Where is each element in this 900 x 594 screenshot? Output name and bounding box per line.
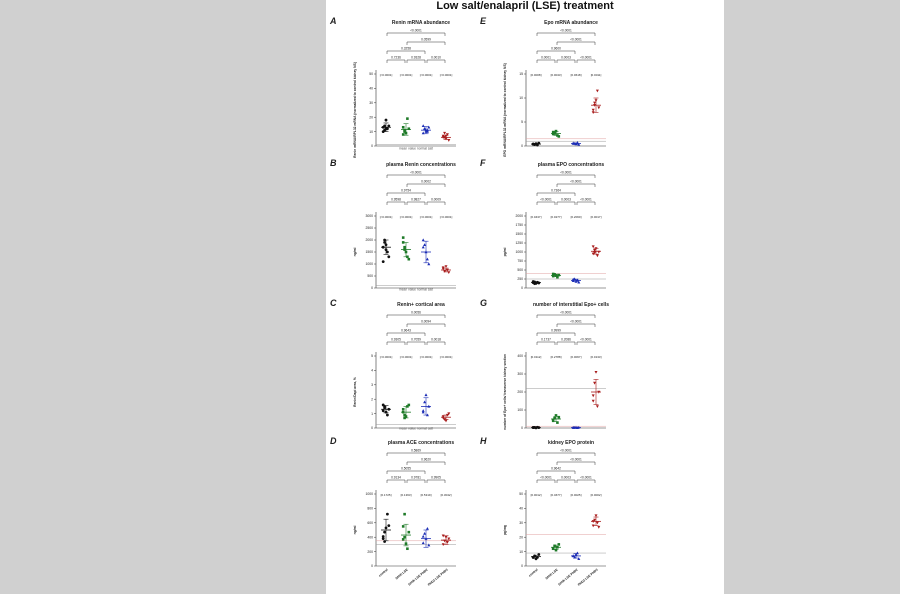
significance-bracket xyxy=(557,480,575,483)
bracket-pvalue: 0.9905 xyxy=(431,475,441,480)
data-point xyxy=(593,102,596,105)
data-point xyxy=(408,404,411,407)
group-pvalue: [0.0437] xyxy=(530,215,542,219)
bracket-pvalue: <0.0001 xyxy=(570,37,582,42)
group-pvalue: [0.0011] xyxy=(590,73,602,77)
y-tick-label: 500 xyxy=(367,274,373,279)
data-point xyxy=(423,532,426,535)
data-point xyxy=(426,527,429,530)
group-pvalue: [<0.0001] xyxy=(439,73,453,77)
data-point xyxy=(577,557,580,560)
significance-bracket xyxy=(387,453,445,456)
bracket-pvalue: <0.0001 xyxy=(540,475,552,480)
group-pvalue: [0.0618] xyxy=(570,73,582,77)
bracket-pvalue: 0.9134 xyxy=(391,475,401,480)
y-tick-label: 100 xyxy=(517,408,523,413)
bracket-pvalue: 0.7364 xyxy=(551,188,561,193)
y-tick-label: 2000 xyxy=(365,238,373,243)
significance-bracket xyxy=(407,462,445,465)
significance-bracket xyxy=(537,480,555,483)
group-pvalue: [<0.0001] xyxy=(399,215,413,219)
data-point xyxy=(592,394,595,397)
bracket-pvalue: 0.9305 xyxy=(391,337,401,342)
data-point xyxy=(403,130,406,133)
group-pvalue: [0.5319] xyxy=(420,493,432,497)
y-tick-label: 750 xyxy=(517,259,523,264)
significance-bracket xyxy=(557,462,595,465)
data-point xyxy=(422,535,425,538)
bracket-pvalue: 0.3258 xyxy=(401,46,411,51)
data-point xyxy=(386,414,389,417)
y-tick-label: 1000 xyxy=(515,250,523,255)
data-point xyxy=(383,241,386,244)
significance-bracket xyxy=(557,342,575,345)
panel-letter: G xyxy=(480,298,488,308)
data-point xyxy=(595,371,598,374)
y-tick-label: 0 xyxy=(371,426,373,431)
group-pvalue: [<0.0001] xyxy=(419,73,433,77)
y-tick-label: 10 xyxy=(369,129,373,134)
data-point xyxy=(446,541,449,544)
reference-line-label: mean value normal salt xyxy=(398,426,434,431)
significance-bracket xyxy=(557,324,595,327)
significance-bracket xyxy=(577,342,595,345)
group-pvalue: [<0.0001] xyxy=(379,355,393,359)
significance-bracket xyxy=(577,480,595,483)
chart-e xyxy=(480,16,606,157)
significance-bracket xyxy=(557,60,575,63)
figure-title: Low salt/enalapril (LSE) treatment xyxy=(436,0,614,12)
data-point xyxy=(382,409,385,412)
bracket-pvalue: <0.0001 xyxy=(560,28,572,33)
y-tick-label: 500 xyxy=(517,268,523,273)
y-tick-label: 1750 xyxy=(515,223,523,228)
data-point xyxy=(383,406,386,409)
significance-bracket xyxy=(387,471,425,474)
significance-bracket xyxy=(537,453,595,456)
significance-bracket xyxy=(387,60,405,63)
y-tick-label: 200 xyxy=(517,390,523,395)
group-pvalue: [0.0277] xyxy=(550,215,562,219)
y-axis-label: pg/mg xyxy=(503,525,507,535)
bracket-pvalue: 0.0003 xyxy=(561,55,571,60)
bracket-pvalue: 0.9600 xyxy=(551,46,561,51)
chart-c xyxy=(330,298,456,430)
data-point xyxy=(422,238,425,241)
data-point xyxy=(402,236,405,239)
y-tick-label: 3 xyxy=(371,383,373,387)
bracket-pvalue: <0.0001 xyxy=(580,337,592,342)
significance-bracket xyxy=(537,193,575,196)
data-point xyxy=(427,544,430,547)
y-axis-label: pg/ml xyxy=(503,247,507,257)
group-pvalue: [0.2788] xyxy=(550,355,562,359)
panel-title: plasma EPO concentrations xyxy=(537,162,605,168)
bracket-pvalue: 0.0009 xyxy=(431,197,441,202)
data-point xyxy=(597,106,600,109)
y-axis-label: ng/ml xyxy=(353,247,357,257)
group-pvalue: [<0.0001] xyxy=(419,215,433,219)
bracket-pvalue: <0.0001 xyxy=(560,170,572,175)
y-tick-label: 1500 xyxy=(365,250,373,255)
chart-h xyxy=(480,436,606,587)
bracket-pvalue: 0.7236 xyxy=(391,55,401,60)
panel-letter: D xyxy=(330,436,337,446)
significance-bracket xyxy=(387,193,425,196)
bracket-pvalue: 0.9999 xyxy=(551,328,561,333)
bracket-pvalue: <0.0001 xyxy=(560,448,572,453)
data-point xyxy=(403,246,406,249)
bracket-pvalue: 0.1737 xyxy=(541,337,551,342)
panel-letter: H xyxy=(480,436,487,446)
significance-bracket xyxy=(537,51,575,54)
significance-bracket xyxy=(537,333,575,336)
group-pvalue: [0.0043] xyxy=(550,73,562,77)
y-tick-label: 40 xyxy=(519,506,523,511)
bracket-pvalue: 0.9620 xyxy=(421,457,431,462)
data-point xyxy=(422,411,425,414)
panel-title: number of interstitial Epo+ cells xyxy=(533,302,609,308)
significance-bracket xyxy=(537,175,595,178)
data-point xyxy=(382,260,385,263)
data-point xyxy=(422,246,425,249)
y-axis-label: Renin/Dapi area, % xyxy=(353,377,357,407)
group-pvalue: [<0.0001] xyxy=(399,355,413,359)
chart-b xyxy=(330,158,456,292)
y-axis-label: number of Epo+ cells/ transverse kidney section xyxy=(503,354,507,430)
data-point xyxy=(422,541,425,544)
y-tick-label: 400 xyxy=(367,535,373,540)
data-point xyxy=(445,420,448,423)
group-pvalue: [0.0133] xyxy=(590,355,602,359)
y-tick-label: 4 xyxy=(371,368,373,373)
data-point xyxy=(402,408,405,411)
bracket-pvalue: <0.0001 xyxy=(570,319,582,324)
significance-bracket xyxy=(387,202,405,205)
significance-bracket xyxy=(387,33,445,36)
data-point xyxy=(445,265,448,268)
panel-title: Renin mRNA abundance xyxy=(391,20,451,26)
group-pvalue: [0.0025] xyxy=(570,493,582,497)
panel-letter: F xyxy=(480,158,486,168)
bracket-pvalue: 0.9643 xyxy=(401,328,411,333)
data-point xyxy=(592,109,595,112)
x-group-label: control xyxy=(377,567,389,578)
y-tick-label: 40 xyxy=(369,86,373,91)
panel-title: plasma ACE concentrations xyxy=(387,440,455,446)
bracket-pvalue: 0.9827 xyxy=(411,197,421,202)
y-tick-label: 0 xyxy=(521,426,523,431)
panel-title: Renin+ cortical area xyxy=(397,302,445,308)
y-tick-label: 50 xyxy=(369,72,373,77)
significance-bracket xyxy=(387,342,405,345)
x-group-label: Sf#th LSE PHD2 xyxy=(407,567,429,587)
group-pvalue: [<0.0001] xyxy=(379,215,393,219)
data-point xyxy=(596,405,599,408)
bracket-pvalue: 0.0056 xyxy=(411,310,421,315)
y-tick-label: 15 xyxy=(519,72,523,77)
data-point xyxy=(423,243,426,246)
significance-bracket xyxy=(407,60,425,63)
y-tick-label: 30 xyxy=(519,521,523,525)
y-tick-label: 30 xyxy=(369,101,373,105)
y-tick-label: 0 xyxy=(371,144,373,149)
y-tick-label: 1000 xyxy=(365,262,373,267)
y-tick-label: 0 xyxy=(371,286,373,291)
bracket-pvalue: 0.0010 xyxy=(431,55,441,60)
significance-bracket xyxy=(407,324,445,327)
significance-bracket xyxy=(537,60,555,63)
chart-f xyxy=(480,158,606,290)
figure-svg xyxy=(326,0,724,594)
significance-bracket xyxy=(427,480,445,483)
data-point xyxy=(592,245,595,248)
bracket-pvalue: <0.0001 xyxy=(580,475,592,480)
y-tick-label: 1000 xyxy=(365,492,373,497)
bracket-pvalue: 0.0001 xyxy=(541,55,551,60)
bracket-pvalue: <0.0001 xyxy=(410,28,422,33)
x-group-label: PHD2 LSE PHD3 xyxy=(576,567,599,587)
significance-bracket xyxy=(407,202,425,205)
data-point xyxy=(443,132,446,135)
bracket-pvalue: <0.0001 xyxy=(580,197,592,202)
data-point xyxy=(425,393,428,396)
group-pvalue: [0.1725] xyxy=(380,493,392,497)
x-group-label: PHD2 LSE PHD3 xyxy=(426,567,449,587)
y-tick-label: 3000 xyxy=(365,214,373,219)
bracket-pvalue: <0.0001 xyxy=(570,457,582,462)
group-pvalue: [<0.0001] xyxy=(379,73,393,77)
y-tick-label: 10 xyxy=(519,549,523,554)
data-point xyxy=(427,126,430,129)
y-tick-label: 2000 xyxy=(515,214,523,219)
data-point xyxy=(596,90,599,93)
significance-bracket xyxy=(387,480,405,483)
data-point xyxy=(406,547,409,550)
bracket-pvalue: 0.0002 xyxy=(421,179,431,184)
significance-bracket xyxy=(537,315,595,318)
y-tick-label: 600 xyxy=(367,521,373,525)
data-point xyxy=(592,400,595,403)
data-point xyxy=(593,382,596,385)
significance-bracket xyxy=(537,202,555,205)
bracket-pvalue: <0.0001 xyxy=(410,170,422,175)
y-tick-label: 2 xyxy=(371,397,373,402)
data-point xyxy=(408,258,411,261)
significance-bracket xyxy=(577,60,595,63)
significance-bracket xyxy=(537,342,555,345)
x-group-label: control xyxy=(527,567,539,578)
bracket-pvalue: 0.9598 xyxy=(391,197,401,202)
data-point xyxy=(387,124,390,127)
group-pvalue: [0.0017] xyxy=(590,215,602,219)
group-pvalue: [<0.0001] xyxy=(439,355,453,359)
bracket-pvalue: 0.0003 xyxy=(561,197,571,202)
bracket-pvalue: 0.0599 xyxy=(421,37,431,42)
significance-bracket xyxy=(407,184,445,187)
bracket-pvalue: 0.9754 xyxy=(401,188,411,193)
panel-title: plasma Renin concentrations xyxy=(386,162,456,168)
x-group-label: Sf#th LSE xyxy=(394,567,409,581)
panel-letter: E xyxy=(480,16,487,26)
significance-bracket xyxy=(427,202,445,205)
chart-g xyxy=(480,298,609,430)
significance-bracket xyxy=(407,342,425,345)
data-point xyxy=(408,531,411,534)
group-pvalue: [0.2060] xyxy=(570,215,582,219)
y-tick-label: 0 xyxy=(521,286,523,291)
bracket-pvalue: 0.9642 xyxy=(551,466,561,471)
y-axis-label: Renin mRNA/RPL32 mRNA (normalized to control kidney NS) xyxy=(353,62,357,158)
data-point xyxy=(402,126,405,129)
bracket-pvalue: 0.2086 xyxy=(561,337,571,342)
data-point xyxy=(596,254,599,257)
data-point xyxy=(385,119,388,122)
bracket-pvalue: 0.0018 xyxy=(431,337,441,342)
y-axis-label: EPO mRNA/RPL32 mRNA (normalized to control kidney NS) xyxy=(503,63,507,157)
data-point xyxy=(386,251,389,254)
y-tick-label: 5 xyxy=(371,354,373,359)
y-tick-label: 0 xyxy=(371,564,373,569)
x-group-label: Sf#th LSE PHD2 xyxy=(557,567,579,587)
y-tick-label: 0 xyxy=(521,144,523,149)
y-tick-label: 1250 xyxy=(515,241,523,246)
data-point xyxy=(402,525,405,528)
significance-bracket xyxy=(387,175,445,178)
bracket-pvalue: <0.0001 xyxy=(560,310,572,315)
panel-title: kidney EPO protein xyxy=(547,440,595,446)
group-pvalue: [0.0112] xyxy=(530,355,542,359)
significance-bracket xyxy=(427,60,445,63)
bracket-pvalue: 0.9328 xyxy=(411,55,421,60)
significance-bracket xyxy=(407,42,445,45)
y-tick-label: 200 xyxy=(367,549,373,554)
data-point xyxy=(383,531,386,534)
data-point xyxy=(382,535,385,538)
y-tick-label: 300 xyxy=(517,372,523,377)
group-pvalue: [0.0008] xyxy=(530,73,542,77)
y-tick-label: 250 xyxy=(517,277,523,282)
bracket-pvalue: 0.0003 xyxy=(561,475,571,480)
panel-letter: A xyxy=(330,16,337,26)
data-point xyxy=(402,538,405,541)
bracket-pvalue: 0.9781 xyxy=(411,475,421,480)
panel-letter: B xyxy=(330,158,337,168)
data-point xyxy=(596,522,599,525)
y-tick-label: 20 xyxy=(369,115,373,120)
data-point xyxy=(403,513,406,516)
significance-bracket xyxy=(387,51,425,54)
y-tick-label: 0 xyxy=(521,564,523,569)
significance-bracket xyxy=(537,33,595,36)
bracket-pvalue: <0.0001 xyxy=(540,197,552,202)
y-tick-label: 50 xyxy=(519,492,523,497)
y-tick-label: 1500 xyxy=(515,232,523,237)
data-point xyxy=(387,255,390,258)
reference-line-label: mean value normal salt xyxy=(398,287,434,292)
group-pvalue: [0.0012] xyxy=(530,493,542,497)
bracket-pvalue: 0.5055 xyxy=(401,466,411,471)
chart-a xyxy=(329,16,456,158)
y-tick-label: 10 xyxy=(519,96,523,101)
group-pvalue: [0.1363] xyxy=(400,493,412,497)
bracket-pvalue: <0.0001 xyxy=(580,55,592,60)
bracket-pvalue: 0.5869 xyxy=(411,448,421,453)
significance-bracket xyxy=(557,202,575,205)
panel-title: Epo mRNA abundance xyxy=(544,20,598,26)
bracket-pvalue: <0.0001 xyxy=(570,179,582,184)
chart-d xyxy=(330,436,456,587)
significance-bracket xyxy=(407,480,425,483)
data-point xyxy=(386,513,389,516)
group-pvalue: [<0.0001] xyxy=(419,355,433,359)
y-tick-label: 1 xyxy=(371,411,373,416)
data-point xyxy=(423,400,426,403)
group-pvalue: [<0.0001] xyxy=(399,73,413,77)
data-point xyxy=(387,524,390,527)
significance-bracket xyxy=(387,333,425,336)
significance-bracket xyxy=(427,342,445,345)
data-point xyxy=(426,258,429,261)
x-group-label: Sf#th LSE xyxy=(544,567,559,581)
panel-letter: C xyxy=(330,298,337,308)
bracket-pvalue: 0.7059 xyxy=(411,337,421,342)
significance-bracket xyxy=(557,42,595,45)
y-axis-label: ng/ml xyxy=(353,525,357,535)
y-tick-label: 2500 xyxy=(365,226,373,231)
data-point xyxy=(447,271,450,274)
group-pvalue: [0.4677] xyxy=(550,493,562,497)
figure-panel xyxy=(326,0,724,594)
group-pvalue: [0.3042] xyxy=(440,493,452,497)
significance-bracket xyxy=(557,184,595,187)
group-pvalue: [0.0002] xyxy=(590,493,602,497)
data-point xyxy=(406,117,409,120)
y-tick-label: 5 xyxy=(521,120,523,125)
y-tick-label: 800 xyxy=(367,506,373,511)
reference-line-label: mean value normal salt xyxy=(398,146,434,151)
y-tick-label: 400 xyxy=(517,354,523,359)
significance-bracket xyxy=(577,202,595,205)
significance-bracket xyxy=(537,471,575,474)
data-point xyxy=(597,526,600,529)
significance-bracket xyxy=(387,315,445,318)
y-tick-label: 20 xyxy=(519,535,523,540)
data-point xyxy=(443,270,446,273)
bracket-pvalue: 0.0094 xyxy=(421,319,431,324)
group-pvalue: [<0.0001] xyxy=(439,215,453,219)
group-pvalue: [0.0067] xyxy=(570,355,582,359)
